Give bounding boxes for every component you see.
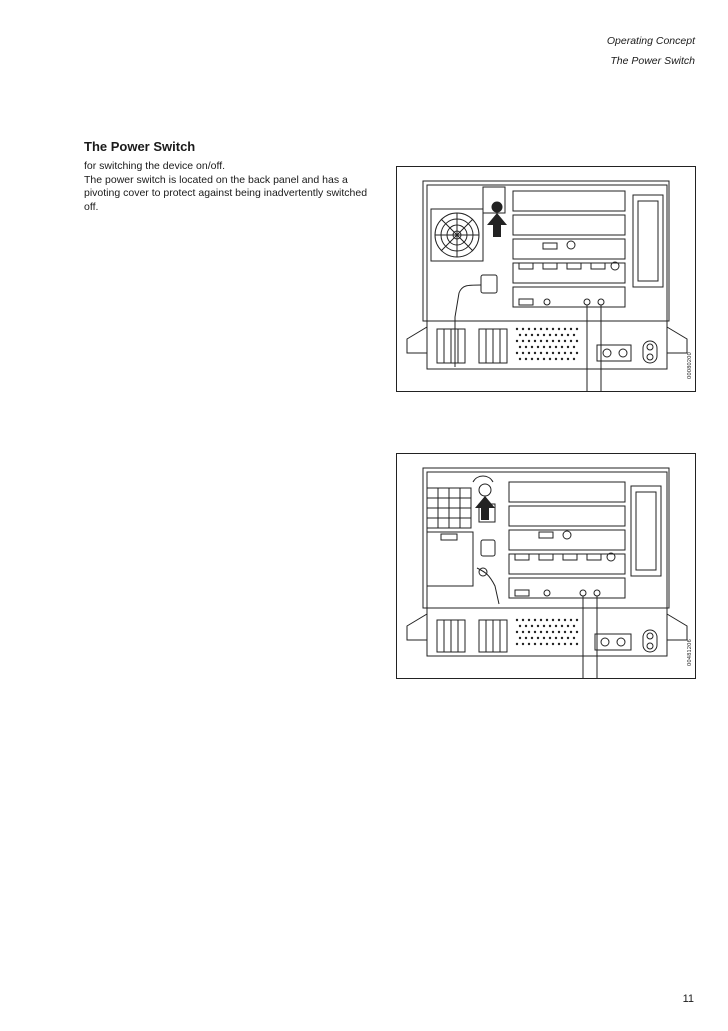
back-panel-illustration xyxy=(397,167,695,391)
body-text xyxy=(84,160,384,214)
vent-grille xyxy=(516,619,578,645)
fan-icon xyxy=(431,209,483,261)
section-title: The Power Switch xyxy=(84,139,196,154)
paragraph-1: for switching the device on/off. xyxy=(84,160,226,172)
page-number: 11 xyxy=(682,993,694,1005)
arrow-up-icon xyxy=(475,496,495,520)
figure-back-panel-switch-open xyxy=(396,453,696,679)
running-header xyxy=(607,31,695,71)
arrow-up-icon xyxy=(487,213,507,237)
back-panel-illustration xyxy=(397,454,695,678)
header-chapter: Operating Concept xyxy=(606,35,695,47)
paragraph-2: The power switch is located on the back panel and has a pivoting cover to protect against being inadvertently switched off. xyxy=(84,173,368,213)
figure-code: 00481206 xyxy=(687,639,693,666)
vent-grille xyxy=(516,328,578,360)
header-section: The Power Switch xyxy=(610,55,695,67)
figure-back-panel-switch-closed xyxy=(396,166,696,392)
figure-code: 00080200 xyxy=(687,352,693,379)
